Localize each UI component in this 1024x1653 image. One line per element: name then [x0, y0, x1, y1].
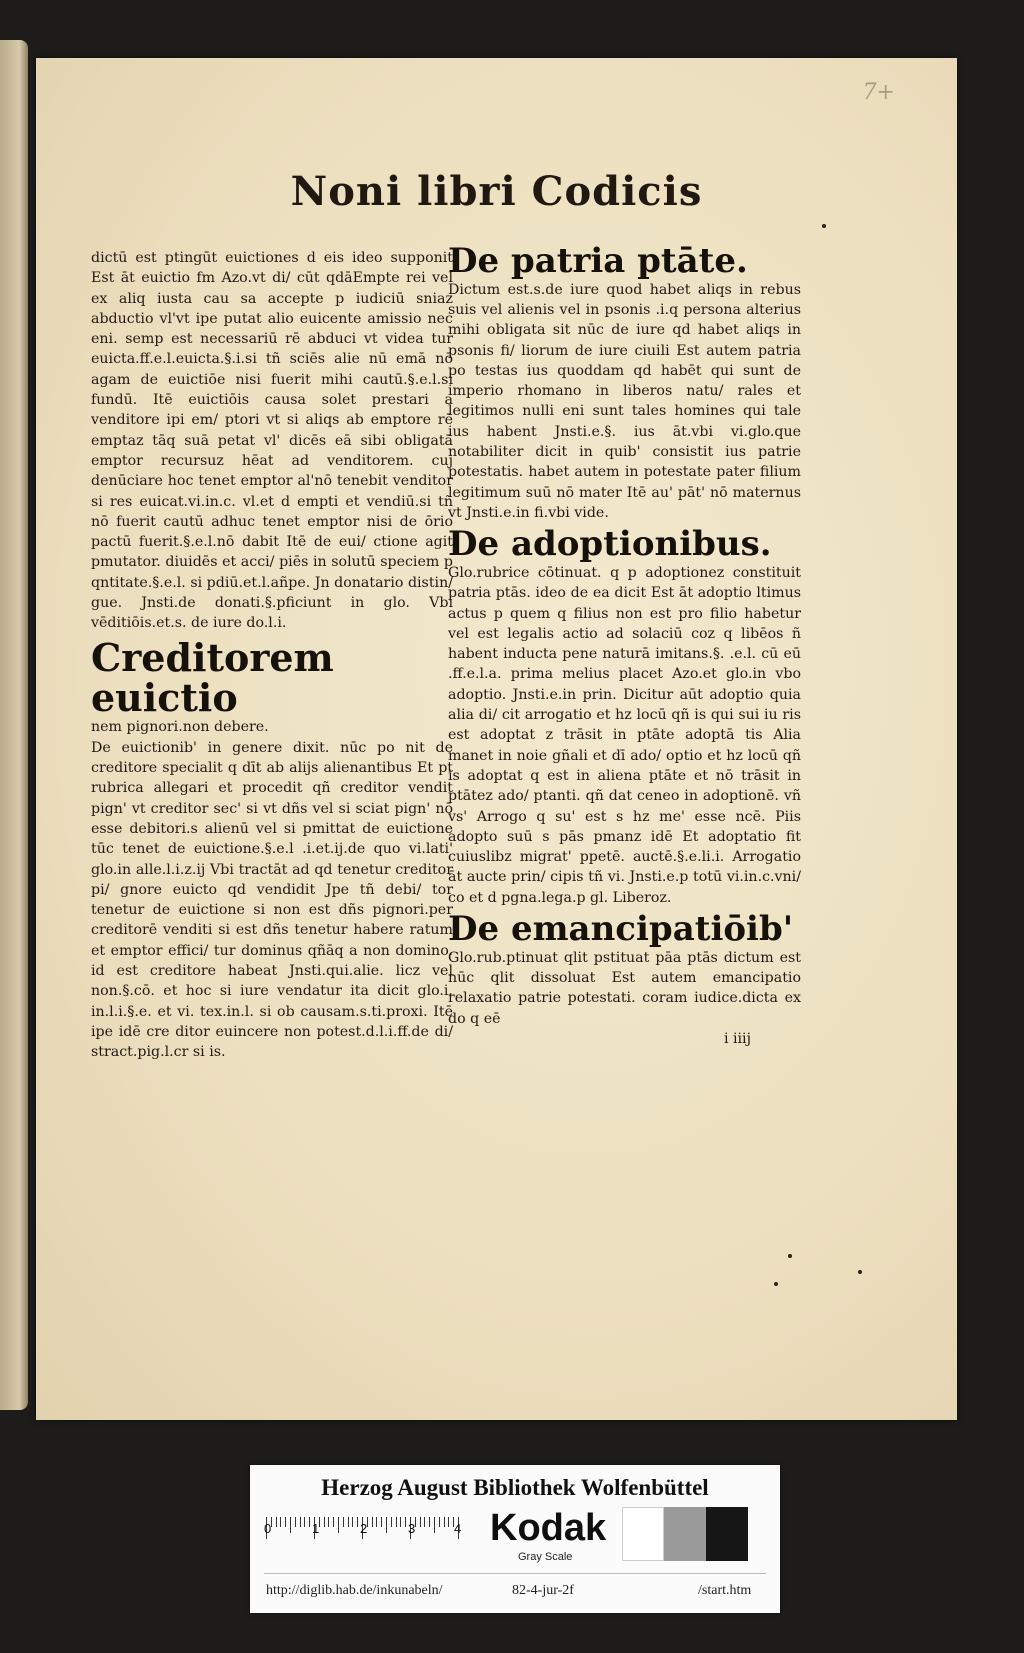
signature-mark: i iiij	[723, 1030, 751, 1047]
library-name: Herzog August Bibliothek Wolfenbüttel	[321, 1475, 709, 1500]
scale-tick	[309, 1517, 310, 1527]
section-subtitle: nem pignori.non debere.	[91, 719, 269, 736]
scale-tick	[381, 1517, 382, 1527]
scale-tick	[420, 1517, 421, 1527]
left-paragraph-1: dictū est ptingūt euictiones d eis ideo supponit Est āt euictio fm Azo.vt di/ cūt qdāEmpte rei vel ex aliq iusta cau sa accepte p iudiciū sniaz abductio vl'vt ipe putat alio euicente amissio nec eni. semp est necessariū rē abduci vt videa tur euicta.ff.e.l.euicta.§.i.si tñ sciēs alie nū emā nō agam de euictiōe nisi fuerit mihi cautū.§.e.l.si fundū. Itē euictiōis causa solet prestari a venditore ipi em/ ptori vt si aliqs ab emptore rē emptaz tāq suā petat vl' dicēs eā sibi obligatā emptor recursuz hēat ad venditorem. cuj denūciare hoc tenet emptor al'nō tenebit venditor si res euicat.vi.in.c. vl.et d empti et vendiū.si tñ nō fuerit cautū adhuc tenet emptor nisi de ōrio pactū fuerit.§.e.l.nō dabit Itē de eui/ ctione agit pmutator. diuidēs et acci/ piēs in solutū speciem p qntitate.§.e.l. si pdiū.et.l.añpe. Jn donatario distin/ gue. Jnsti.de donati.§.pficiunt in glo. Vbi vēditiōis.et.s. de iure do.l.i.	[91, 250, 453, 632]
gray-patch-mid	[664, 1507, 706, 1561]
start-page-link: /start.htm	[698, 1583, 752, 1598]
scale-number: 3	[408, 1521, 416, 1536]
scale-tick	[338, 1517, 339, 1533]
scale-tick	[386, 1517, 387, 1533]
kodak-logo: Kodak	[490, 1507, 607, 1549]
scale-number: 0	[264, 1521, 272, 1536]
running-heading: Noni libri Codicis	[290, 168, 703, 215]
folio-number: 7+	[862, 80, 895, 105]
scale-tick	[333, 1517, 334, 1527]
ink-speck	[858, 1270, 862, 1274]
scale-tick	[444, 1517, 445, 1527]
ink-speck	[788, 1254, 792, 1258]
scale-tick	[439, 1517, 440, 1527]
scale-number: 1	[312, 1521, 320, 1536]
book-page	[36, 58, 957, 1420]
scale-tick	[357, 1517, 358, 1527]
scale-tick	[429, 1517, 430, 1527]
measurement-scale	[266, 1517, 471, 1541]
scale-tick	[290, 1517, 291, 1533]
label-divider	[264, 1573, 766, 1574]
scale-tick	[295, 1517, 296, 1527]
gray-patch-black	[706, 1507, 748, 1561]
section-title-emancipationibus: De emancipatiōib'	[448, 908, 794, 949]
right-paragraph-2: Glo.rubrice cōtinuat. q p adoptionez constituit patria ptās. ideo de ea dicit Est āt adoptio ltimus actus p quem q filius non est pro filio habetur vel est legalis actio ad solaciū coz q libēos ñ habent inducta pene naturā imitans.§. .e.l. cū eū .ff.e.l.a. prima melius placet Azo.et glo.in vbo adoptio. Jnsti.e.in prin. Dicitur aūt adoptio quia alia di/ cit arrogatio et hz locū qñ is qui sui iu ris est adoptat z trāsit in ptāte adoptā tis Alia manet in noie gñali et dī ado/ optio et hz locū qñ is adoptat q est in aliena ptāte et nō trāsit in ptātez ado/ ptanti. qñ dat ceneo in adoptionē. vñ vs' Arrogo q su' est s hz me' esse ncē. Piis adopto suū s pās pmanz idē Et adoptatio fit cuiuslibz migrat' ppetē. auctē.§.e.li.i. Arrogatio āt aucte prin/ cipis tñ vi. Jnsti.e.p totū vi.in.c.vni/ co et d pgna.lega.p gl. Liberoz.	[448, 564, 801, 906]
scale-tick	[328, 1517, 329, 1527]
library-label-card	[250, 1465, 780, 1613]
scale-tick	[352, 1517, 353, 1527]
scale-tick	[300, 1517, 301, 1527]
right-paragraph-3: Glo.rub.ptinuat qlit pstituat pāa ptās dictum est nūc qlit dissoluat Est autem emancipatio relaxatio patrie potestati. coram iudice.dicta ex do q eē	[448, 949, 801, 1027]
ink-speck	[822, 224, 826, 228]
scale-tick	[448, 1517, 449, 1527]
section-title-patria: De patria ptāte.	[448, 241, 748, 281]
left-column	[91, 248, 453, 1062]
left-page-edge	[0, 40, 28, 1410]
digital-library-url: http://diglib.hab.de/inkunabeln/	[266, 1583, 443, 1598]
scale-tick	[405, 1517, 406, 1527]
right-paragraph-1: Dictum est.s.de iure quod habet aliqs in rebus suis vel alienis vel in psonis .i.q persona alterius mihi obligata sit nūc de iure qd habet aliqs in psonis fi/ liorum de iure ciuili Est autem patria po testas ius quoddam qd habēt qui sunt de imperio rhomano in liberos natu/ rales et legitimos nulli eni sunt tales homines qui tale ius habent Jnsti.e.§. ius āt.vbi vi.glo.que notabiliter dicit in quib' consistit ius patrie potestatis. habet autem in potestate pater filium legitimum suū nō mater Itē au' pāt' nō maternus vt Jnsti.e.in fi.vbi vide.	[448, 281, 801, 521]
scale-tick	[376, 1517, 377, 1527]
scale-tick	[424, 1517, 425, 1527]
scale-tick	[343, 1517, 344, 1527]
scale-tick	[396, 1517, 397, 1527]
scale-tick	[276, 1517, 277, 1527]
scale-tick	[285, 1517, 286, 1527]
section-title-creditorem: Creditorem euictio	[91, 634, 334, 720]
shelfmark: 82-4-jur-2f	[512, 1583, 574, 1598]
scale-tick	[280, 1517, 281, 1527]
scale-tick	[304, 1517, 305, 1527]
scale-number: 2	[360, 1521, 368, 1536]
scale-tick	[391, 1517, 392, 1527]
scale-tick	[372, 1517, 373, 1527]
scale-tick	[348, 1517, 349, 1527]
scale-number: 4	[454, 1521, 462, 1536]
gray-patch-white	[622, 1507, 664, 1561]
scale-tick	[434, 1517, 435, 1533]
left-paragraph-2: De euictionib' in genere dixit. nūc po nit de creditore specialit q dīt ab alijs alienantibus Et pt rubrica allegari et procedit qñ creditor vendit pign' vt creditor sec' si vt dñs vel si sciat pign' nō esse debitori.s alienū vel si pmittat de euictione tūc tenet de euictione.§.e.l .i.et.ij.de quo vi.lati' glo.in alle.l.i.z.ij Vbi tractāt ad qd tenetur creditor pi/ gnore euicto qd vendidit Jpe tñ debi/ tor tenetur de euictione si non est dñs pignori.per creditorē venditi si est dñs tenetur habere ratum et emptor effici/ tur dominus qñāq a non domino. id est creditore habeat Jnsti.qui.alie. licz vel non.§.cō. et hoc si iure vendatur ita dicit glo.i. in.l.i.§.e. et vi. tex.in.l. si ob causam.s.ti.proxi. Itē ipe idē cre ditor euincere non potest.d.l.i.ff.de di/ stract.pig.l.cr si is.	[91, 739, 453, 1061]
section-title-adoptionibus: De adoptionibus.	[448, 524, 772, 565]
ink-speck	[774, 1282, 778, 1286]
gray-scale-label: Gray Scale	[518, 1551, 573, 1563]
scale-tick	[400, 1517, 401, 1527]
right-column	[448, 240, 801, 1049]
scale-tick	[324, 1517, 325, 1527]
